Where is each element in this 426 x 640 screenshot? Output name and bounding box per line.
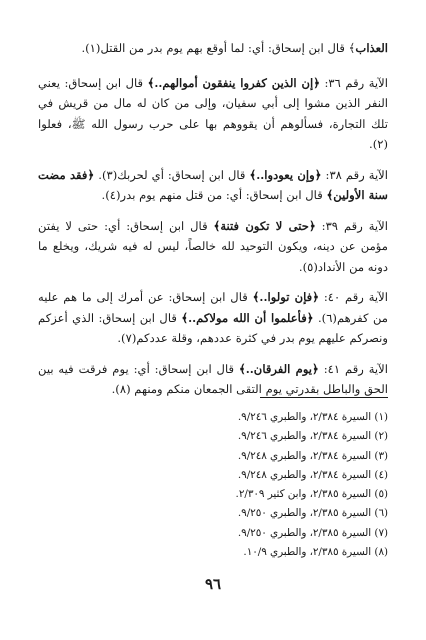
commentary-text: (٣) xyxy=(101,167,118,182)
commentary-text: (٦) xyxy=(321,310,337,325)
paragraph-verse-39 xyxy=(38,216,388,278)
commentary-text: قال ابن إسحاق: أي: من قتل منهم يوم بدر xyxy=(120,188,327,202)
paragraph-verse-40 xyxy=(38,287,388,349)
commentary-text: . xyxy=(111,382,116,396)
footnote-item: (٦) السيرة ٢/٣٨٥، والطبري ٩/٢٥٠. xyxy=(237,507,388,520)
quran-verse-text: ﴿إن الذين كفروا ينفقون أموالهم..﴾ xyxy=(147,75,320,90)
commentary-text: (١) xyxy=(85,41,101,55)
quran-verse-text: ﴿فقد مضت سنة الأولين﴾ xyxy=(38,167,388,202)
commentary-text: الآية رقم ٣٩: xyxy=(315,218,388,233)
quran-verse-text: العذاب xyxy=(355,41,388,55)
commentary-text: (٤) xyxy=(105,188,121,202)
commentary-text: قال ابن إسحاق: عن أمرك إلى ما هم عليه من كفرهم xyxy=(38,290,388,325)
quran-verse-text: ﴿حتى لا تكون فتنة﴾ xyxy=(213,218,316,233)
paragraph-verse-38 xyxy=(38,165,388,206)
commentary-text: ﴾ قال ابن إسحاق: أي: لما أوقع بهم يوم بدر من القتل xyxy=(100,41,356,55)
footnote-item: (٨) السيرة ٢/٣٨٥، والطبري ١٠/٩. xyxy=(243,546,388,559)
footnote-item: (٥) السيرة ٢/٣٨٥، وابن كثير ٢/٣٠٩. xyxy=(235,488,388,501)
commentary-text: قال ابن إسحاق: الذي أعزكم ونصركم عليهم يوم بدر في كثرة عددهم، وقلة عددكم xyxy=(38,310,388,345)
footnotes-list xyxy=(48,408,388,562)
commentary-text: قال ابن إسحاق: يعني النفر الذين مشوا إلى أبي سفيان، وإلى من كان له مال من قريش في تلك التجارة، فسألوهم أن يقووهم بها على حرب رسول الله ﷺ، فعلوا xyxy=(38,75,388,131)
commentary-text: . xyxy=(298,259,303,274)
commentary-text: . xyxy=(369,137,373,151)
commentary-text: . xyxy=(313,310,322,325)
commentary-text: . xyxy=(101,188,106,202)
page-number: ٩٦ xyxy=(204,575,222,593)
commentary-text: (٨) xyxy=(115,382,135,396)
commentary-text: (٧) xyxy=(121,331,137,345)
footnote-item: (٧) السيرة ٢/٣٨٥، والطبري ٩/٢٥٠. xyxy=(237,526,388,539)
footnote-item: (٤) السيرة ٢/٣٨٤، والطبري ٩/٢٤٨. xyxy=(237,468,388,481)
paragraph-1 xyxy=(38,38,388,59)
commentary-text: قال ابن إسحاق: أي: حتى لا يفتن مؤمن عن دينه، ويكون التوحيد لله خالصاً، ليس له فيه شريك، ويخلع ما دونه من الأنداد xyxy=(38,218,388,274)
main-text xyxy=(38,38,388,400)
paragraph-verse-36 xyxy=(38,73,388,155)
commentary-text: . xyxy=(94,167,102,182)
footnote-item: (٢) السيرة ٢/٣٨٤، والطبري ٩/٢٤٦. xyxy=(237,430,388,443)
commentary-text: . xyxy=(81,41,86,55)
commentary-text: قال ابن إسحاق: أي: يوم فرقت فيه بين الحق والباطل بقدرتي يوم التقى الجمعان منكم ومنهم xyxy=(38,361,388,396)
paragraph-verse-41 xyxy=(38,359,388,400)
footnote-divider xyxy=(260,397,388,398)
quran-verse-text: ﴿فأعلموا أن الله مولاكم..﴾ xyxy=(181,310,314,325)
commentary-text: قال ابن إسحاق: أي لحربك xyxy=(117,167,250,182)
footnote-item: (١) السيرة ٢/٣٨٤، والطبري ٩/٢٤٦. xyxy=(237,411,388,423)
commentary-text: (٢) xyxy=(372,137,388,151)
commentary-text: الآية رقم ٣٨: xyxy=(321,167,389,182)
quran-verse-text: ﴿يوم الفرقان..﴾ xyxy=(238,361,319,376)
quran-verse-text: ﴿فإن تولوا..﴾ xyxy=(252,290,320,304)
commentary-text: الآية رقم ٣٦: xyxy=(320,75,388,90)
footnote-item: (٣) السيرة ٢/٣٨٤، والطبري ٩/٢٤٨. xyxy=(237,449,388,462)
commentary-text: الآية رقم ٤١: xyxy=(318,361,388,376)
commentary-text: (٥) xyxy=(302,259,318,274)
quran-verse-text: ﴿وإن يعودوا..﴾ xyxy=(249,167,322,182)
commentary-text: . xyxy=(117,331,122,345)
commentary-text: الآية رقم ٤٠: xyxy=(319,290,388,304)
